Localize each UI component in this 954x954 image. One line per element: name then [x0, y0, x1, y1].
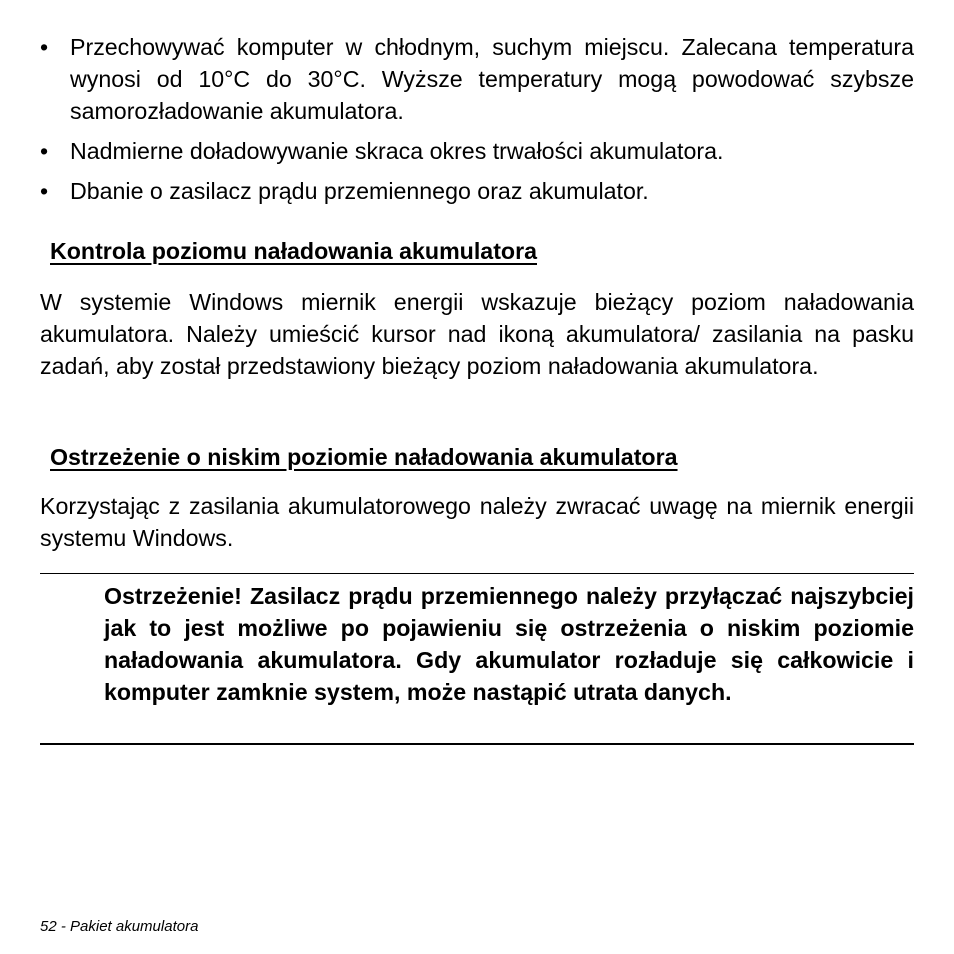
bullet-list — [40, 31, 914, 215]
bullet-item — [40, 175, 914, 207]
warning-top-rule — [40, 573, 914, 574]
bullet-marker: • — [40, 138, 49, 164]
section-heading-battery-level: Kontrola poziomu naładowania akumulatora — [50, 238, 537, 264]
warning-bottom-rule — [40, 743, 914, 745]
bullet-marker: • — [40, 34, 49, 60]
warning-text: Ostrzeżenie! Zasilacz prądu przemiennego należy przyłączać najszybciej jak to jest możliwe po pojawieniu się ostrzeżenia o niskim poziomie naładowania akumulatora. Gdy akumulator rozładuje się całkowicie i komputer zamknie system, może nastąpić utrata danych. — [104, 583, 914, 705]
bullet-item — [40, 135, 914, 167]
section-body-low-battery-warning: Korzystając z zasilania akumulatorowego należy zwracać uwagę na miernik energii systemu Windows. — [40, 493, 914, 551]
section-body-battery-level: W systemie Windows miernik energii wskazuje bieżący poziom naładowania akumulatora. Należy umieścić kursor nad ikoną akumulatora/ zasilania na pasku zadań, aby został przedstawiony bieżący poziom naładowania akumulatora. — [40, 289, 914, 379]
bullet-text: Nadmierne doładowywanie skraca okres trwałości akumulatora. — [70, 138, 724, 164]
bullet-item — [40, 31, 914, 127]
bullet-text: Dbanie o zasilacz prądu przemiennego oraz akumulator. — [70, 178, 649, 204]
section-heading-low-battery-warning: Ostrzeżenie o niskim poziomie naładowania akumulatora — [50, 444, 678, 470]
bullet-marker: • — [40, 178, 49, 204]
page-footer: 52 - Pakiet akumulatora — [40, 918, 199, 935]
bullet-text: Przechowywać komputer w chłodnym, suchym miejscu. Zalecana temperatura wynosi od 10°C do 30°C. Wyższe temperatury mogą powodować szybsze samorozładowanie akumulatora. — [70, 34, 914, 124]
